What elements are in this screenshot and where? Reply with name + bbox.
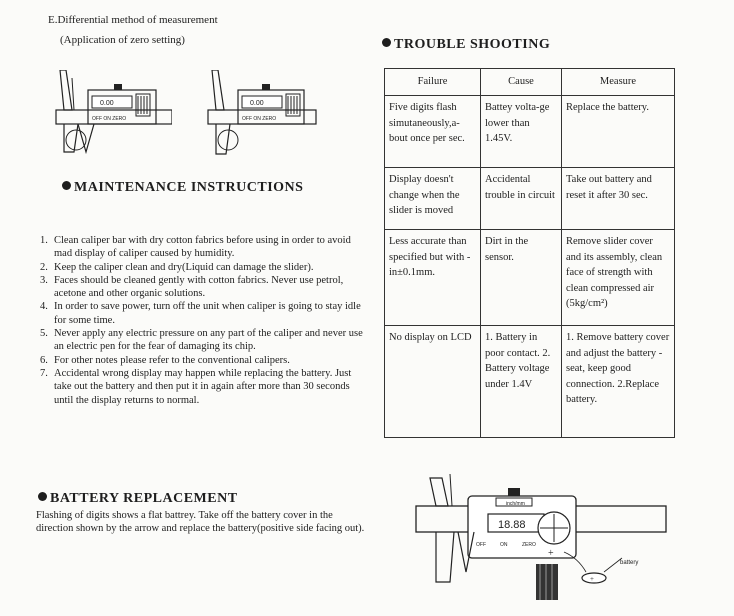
battery-instructions: Flashing of digits shows a flat battrey. Take off the battery cover in the direction shown by the arrow and replace the battery(positive side facing out). bbox=[36, 510, 365, 535]
list-item: 6. For other notes please refer to the conventional calipers. bbox=[40, 354, 290, 366]
cell-measure: Replace the battery. bbox=[562, 96, 675, 168]
table-row bbox=[385, 230, 675, 326]
table-header-row bbox=[385, 69, 675, 96]
svg-text:OFF ON ZERO: OFF ON ZERO bbox=[92, 116, 127, 122]
trouble-shooting-table bbox=[384, 68, 675, 438]
cell-measure: Take out battery and reset it after 30 sec. bbox=[562, 168, 675, 230]
battery-heading: BATTERY REPLACEMENT bbox=[38, 491, 238, 507]
cell-failure: No display on LCD bbox=[385, 326, 481, 438]
battery-label: battery bbox=[620, 560, 639, 566]
caliper-illustration-right bbox=[206, 70, 318, 162]
caliper-illustration-left bbox=[52, 70, 172, 162]
svg-text:+: + bbox=[548, 548, 554, 559]
header-failure: Failure bbox=[385, 69, 481, 96]
bullet-dot-icon bbox=[62, 181, 71, 190]
cell-cause: Dirt in the sensor. bbox=[481, 230, 562, 326]
cell-cause: 1. Battery in poor contact. 2. Battery voltage under 1.4V bbox=[481, 326, 562, 438]
svg-text:OFF ON ZERO: OFF ON ZERO bbox=[242, 116, 277, 122]
cell-cause: Battey volta-ge lower than 1.45V. bbox=[481, 96, 562, 168]
maintenance-heading: MAINTENANCE INSTRUCTIONS bbox=[62, 180, 303, 196]
cell-failure: Less accurate than specified but with -in±0.1mm. bbox=[385, 230, 481, 326]
header-measure: Measure bbox=[562, 69, 675, 96]
header-cause: Cause bbox=[481, 69, 562, 96]
maintenance-list bbox=[40, 234, 370, 407]
zero-label: ZERO bbox=[522, 542, 536, 548]
left-caliper-display: 0.00 bbox=[100, 100, 114, 107]
battery-caliper-illustration bbox=[408, 472, 676, 612]
cell-failure: Display doesn't change when the slider is moved bbox=[385, 168, 481, 230]
off-label: OFF bbox=[476, 542, 486, 548]
list-item: 3. Faces should be cleaned gently with cotton fabrics. Never use petrol, acetone and other organic solutions. bbox=[40, 274, 344, 300]
table-row bbox=[385, 96, 675, 168]
differential-subtitle: (Application of zero setting) bbox=[60, 34, 185, 46]
bullet-dot-icon bbox=[38, 492, 47, 501]
svg-text:+: + bbox=[590, 575, 594, 583]
right-caliper-display: 0.00 bbox=[250, 100, 264, 107]
battery-display-value: 18.88 bbox=[498, 519, 526, 531]
trouble-shooting-heading: TROUBLE SHOOTING bbox=[382, 37, 550, 53]
table-row bbox=[385, 168, 675, 230]
list-item: 5. Never apply any electric pressure on any part of the caliper and never use an electric pen for the fear of damaging its chip. bbox=[40, 328, 363, 353]
list-item: 1. Clean caliper bar with dry cotton fabrics before using in order to avoid mad display of caliper caused by humidity. bbox=[40, 235, 351, 260]
bullet-dot-icon bbox=[382, 38, 391, 47]
unit-label: inch/mm bbox=[506, 501, 525, 507]
table-row bbox=[385, 326, 675, 438]
cell-failure: Five digits flash simutaneously,a-bout once per sec. bbox=[385, 96, 481, 168]
list-item: 2. Keep the caliper clean and dry(Liquid can damage the slider). bbox=[40, 261, 314, 273]
on-label: ON bbox=[500, 542, 508, 548]
list-item: 7. Accidental wrong display may happen while replacing the battery. Just take out the battery and then put it in again after more than 30 seconds until the display returns to normal. bbox=[40, 367, 352, 406]
list-item: 4. In order to save power, turn off the unit when caliper is going to stay idle for some time. bbox=[40, 301, 361, 326]
cell-measure: Remove slider cover and its assembly, clean face of strength with clean compressed air (5kg/cm²) bbox=[562, 230, 675, 326]
cell-cause: Accidental trouble in circuit bbox=[481, 168, 562, 230]
differential-title: E.Differential method of measurement bbox=[48, 14, 218, 26]
cell-measure: 1. Remove battery cover and adjust the battery -seat, keep good connection. 2.Replace battery. bbox=[562, 326, 675, 438]
